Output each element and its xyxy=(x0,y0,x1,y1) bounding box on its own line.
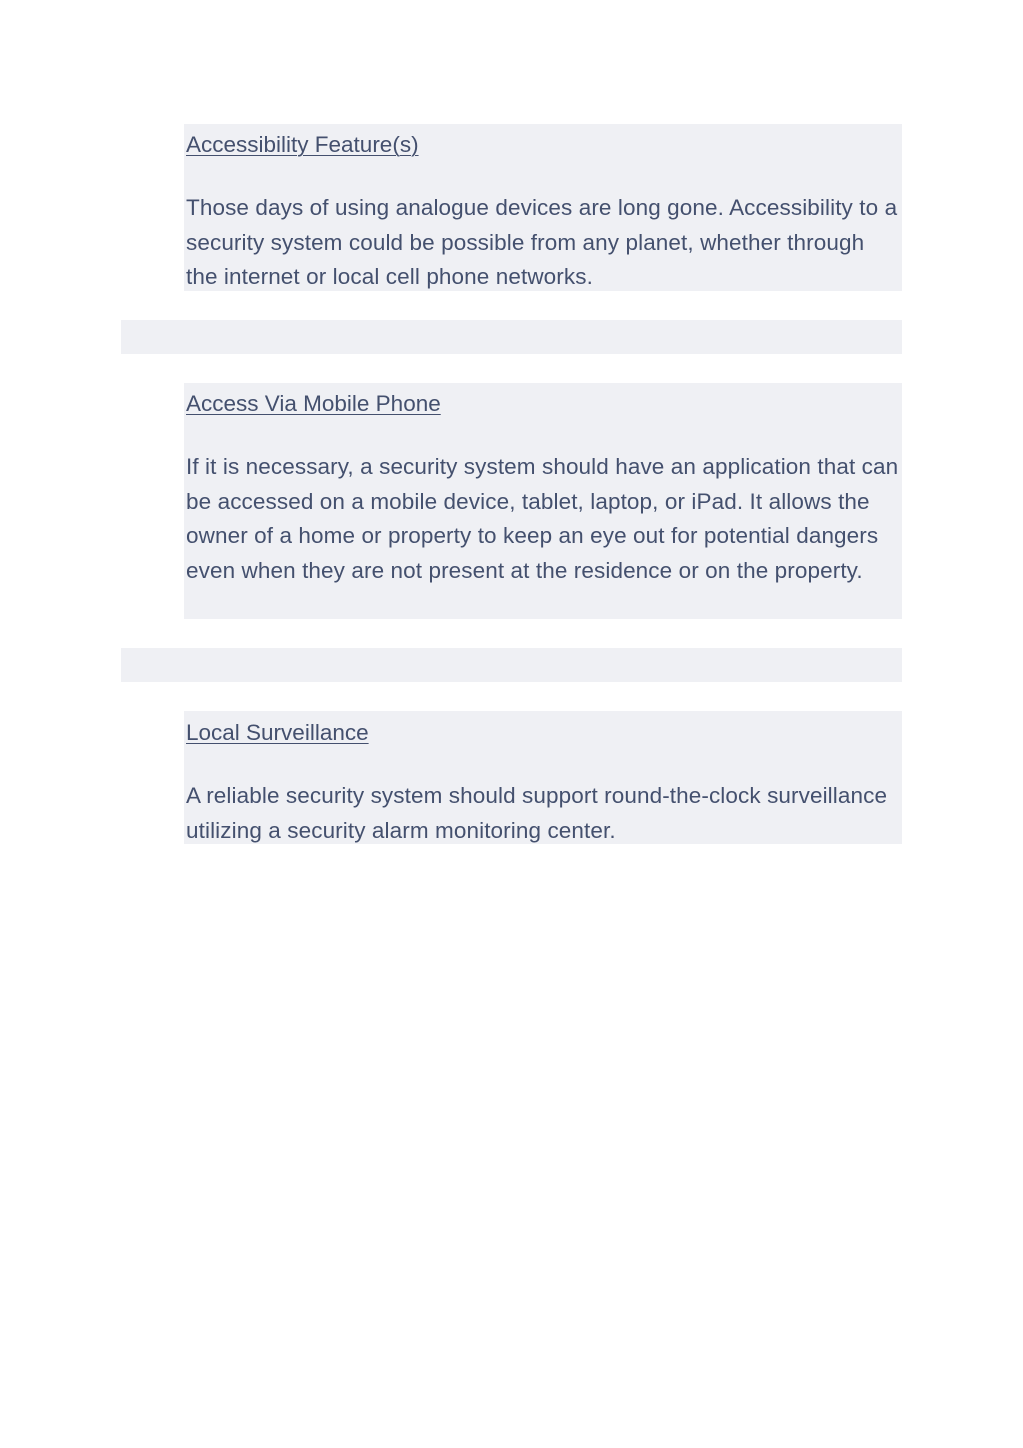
section-paragraph: If it is necessary, a security system should have an application that can be accessed on a mobile device, tablet, laptop, or iPad. It allows the owner of a home or property to keep an eye out for potential dangers even when they are not present at the residence or on the property. xyxy=(186,454,899,584)
section-divider xyxy=(121,648,902,682)
section-heading: Local Surveillance xyxy=(186,720,369,745)
section-divider xyxy=(121,320,902,354)
section-paragraph: A reliable security system should support round-the-clock surveillance utilizing a security alarm monitoring center. xyxy=(186,783,888,843)
section-paragraph: Those days of using analogue devices are long gone. Accessibility to a security system could be possible from any planet, whether through the internet or local cell phone networks. xyxy=(186,195,898,290)
section-heading: Accessibility Feature(s) xyxy=(186,132,419,157)
section-heading: Access Via Mobile Phone xyxy=(186,391,441,416)
